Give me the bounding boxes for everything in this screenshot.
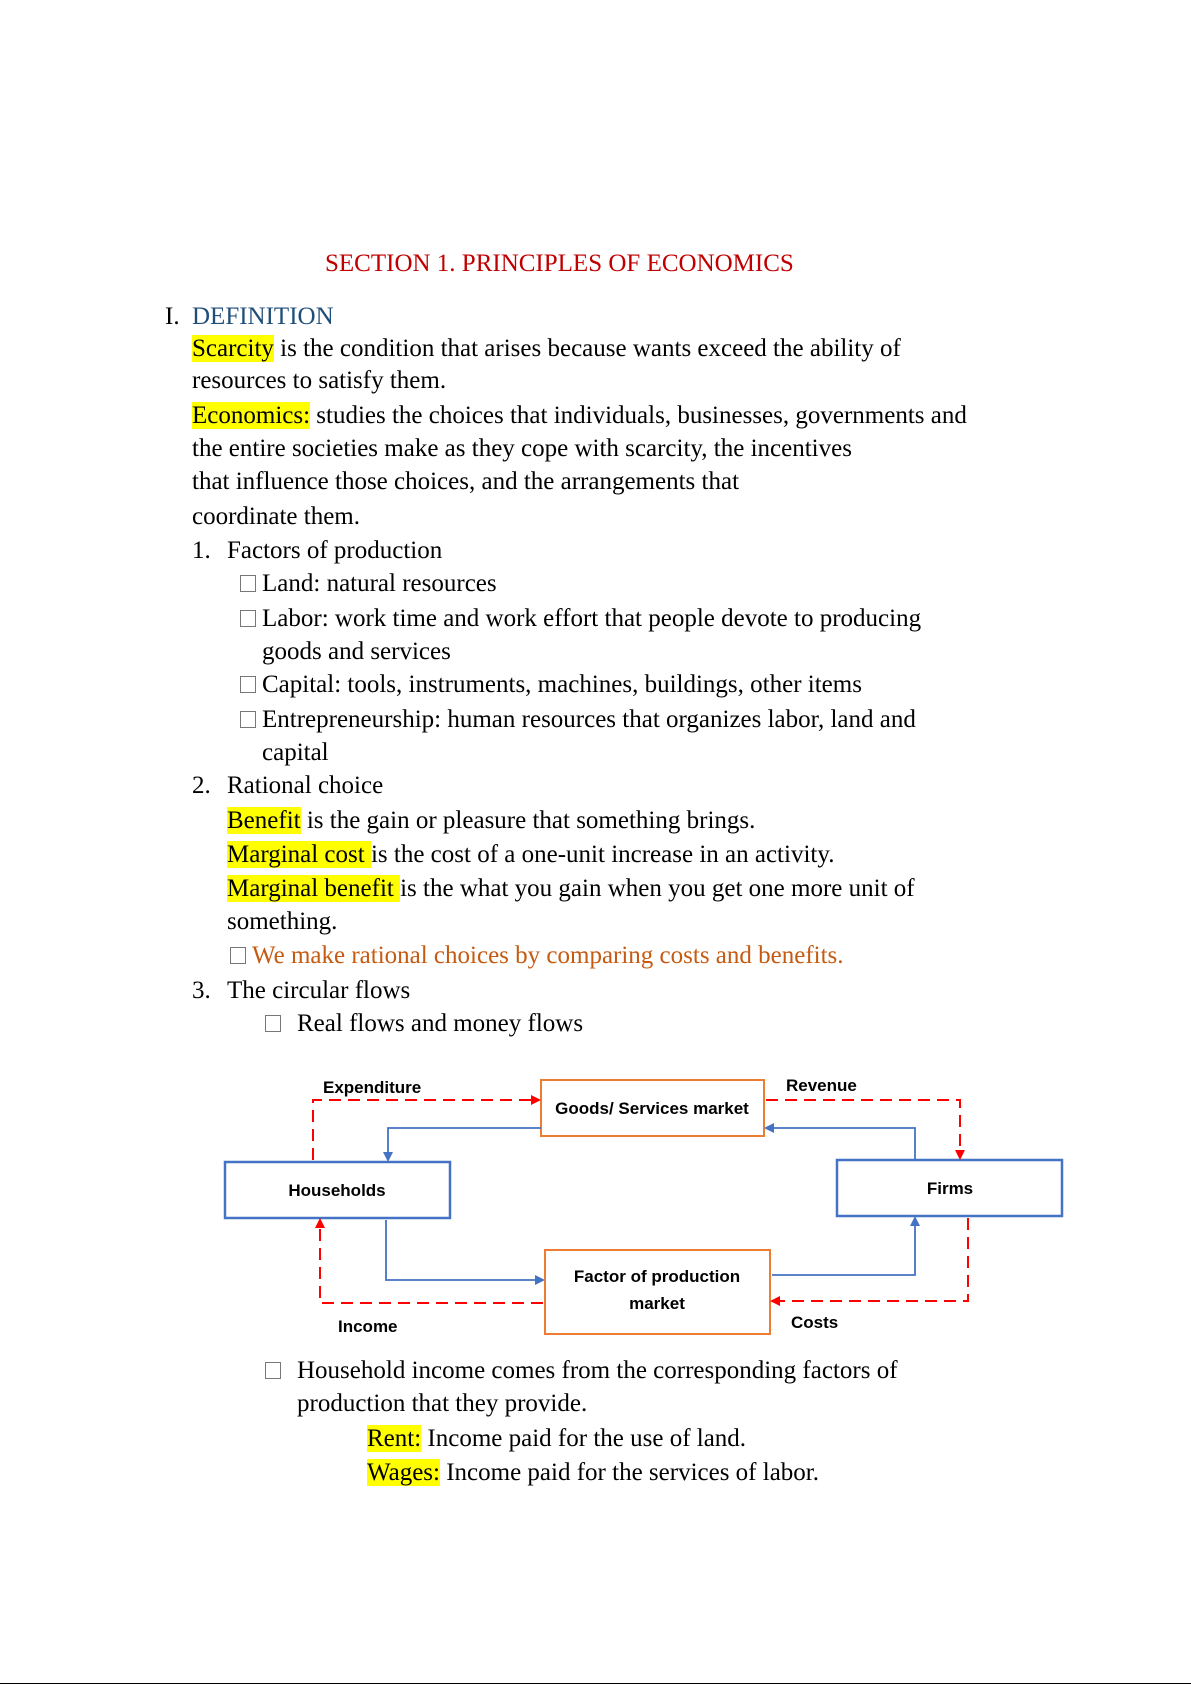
household-income-text-line2: production that they provide.: [297, 1390, 588, 1417]
factor-market-to-firms-flow: [772, 1218, 915, 1275]
capital-text: Capital: tools, instruments, machines, buildings, other items: [262, 671, 862, 698]
marginal-benefit-term: Marginal benefit: [227, 875, 401, 902]
labor-text: Labor: work time and work effort that people devote to producing: [262, 605, 922, 632]
marginal-cost-text: is the cost of a one-unit increase in an activity.: [370, 841, 835, 868]
factor-market-label-line2: market: [629, 1294, 685, 1313]
list-item: [240, 670, 862, 700]
checkbox-icon: [265, 1362, 281, 1379]
marginal-benefit-text: is the what you gain when you get one more unit of: [400, 875, 915, 902]
rent-term: Rent:: [367, 1425, 422, 1452]
marginal-benefit-text-line2: something.: [227, 908, 338, 935]
list-item: [240, 604, 921, 634]
entrepreneurship-text-line2: capital: [262, 739, 329, 766]
rational-conclusion: [230, 941, 844, 971]
costs-flow: [772, 1218, 968, 1301]
economics-text-line2: the entire societies make as they cope with scarcity, the incentives: [192, 435, 852, 462]
factor-market-box: [545, 1250, 770, 1334]
section-heading: DEFINITION: [192, 303, 334, 330]
checkbox-icon: [265, 1015, 281, 1032]
list-item: [265, 1356, 898, 1386]
checkbox-icon: [240, 610, 256, 627]
household-income-text: Household income comes from the corresponding factors of: [297, 1357, 898, 1384]
economics-term: Economics:: [192, 402, 311, 429]
goods-market-label: Goods/ Services market: [555, 1099, 749, 1118]
goods-to-households-flow: [388, 1128, 541, 1160]
scarcity-text-line2: resources to satisfy them.: [192, 367, 447, 394]
marginal-cost-definition: [227, 840, 834, 870]
section-numeral: I.: [165, 303, 180, 330]
list-item: [265, 1009, 583, 1039]
checkbox-icon: [230, 947, 246, 964]
list-number: 3.: [192, 977, 211, 1004]
benefit-definition: [227, 806, 755, 836]
flows-text: Real flows and money flows: [297, 1010, 584, 1037]
land-text: Land: natural resources: [262, 570, 497, 597]
income-label: Income: [338, 1317, 398, 1336]
list-number: 2.: [192, 772, 211, 799]
marginal-cost-term: Marginal cost: [227, 841, 371, 868]
benefit-term: Benefit: [227, 807, 301, 834]
rational-heading: Rational choice: [227, 772, 384, 799]
firms-label: Firms: [926, 1179, 974, 1198]
rent-definition: [367, 1424, 746, 1454]
wages-term: Wages:: [367, 1459, 440, 1486]
list-number: 1.: [192, 537, 211, 564]
labor-text-line2: goods and services: [262, 638, 451, 665]
rent-text: Income paid for the use of land.: [421, 1425, 747, 1452]
economics-text-line3: that influence those choices, and the arrangements that: [192, 468, 740, 495]
checkbox-icon: [240, 711, 256, 728]
income-flow: [320, 1220, 543, 1303]
revenue-flow: [766, 1100, 960, 1158]
entrepreneurship-text: Entrepreneurship: human resources that organizes labor, land and: [262, 706, 916, 733]
checkbox-icon: [240, 676, 256, 693]
households-to-factor-market-flow: [386, 1220, 543, 1280]
scarcity-text: is the condition that arises because wants exceed the ability of: [273, 335, 901, 362]
factors-heading: Factors of production: [227, 537, 443, 564]
list-item: [240, 569, 497, 599]
factor-market-label-line1: Factor of production: [573, 1267, 741, 1286]
wages-text: Income paid for the services of labor.: [439, 1459, 819, 1486]
economics-text: studies the choices that individuals, businesses, governments and: [310, 402, 967, 429]
expenditure-flow: [313, 1100, 539, 1160]
scarcity-term: Scarcity: [192, 335, 274, 362]
costs-label: Costs: [791, 1313, 839, 1332]
footer-divider: [0, 1683, 1191, 1684]
benefit-text: is the gain or pleasure that something brings.: [300, 807, 756, 834]
wages-definition: [367, 1458, 819, 1488]
economics-definition: [192, 401, 967, 431]
households-label: Households: [288, 1181, 386, 1200]
marginal-benefit-definition: [227, 874, 915, 904]
circular-heading: The circular flows: [227, 977, 411, 1004]
firms-to-goods-market-flow: [766, 1128, 915, 1160]
page-title: SECTION 1. PRINCIPLES OF ECONOMICS: [325, 250, 794, 277]
checkbox-icon: [240, 575, 256, 592]
scarcity-definition: [192, 334, 901, 364]
economics-text-line4: coordinate them.: [192, 503, 360, 530]
expenditure-label: Expenditure: [323, 1078, 422, 1097]
circular-flow-diagram: [220, 1070, 1070, 1345]
revenue-label: Revenue: [786, 1076, 857, 1095]
conclusion-text: We make rational choices by comparing costs and benefits.: [252, 942, 844, 969]
list-item: [240, 705, 916, 735]
